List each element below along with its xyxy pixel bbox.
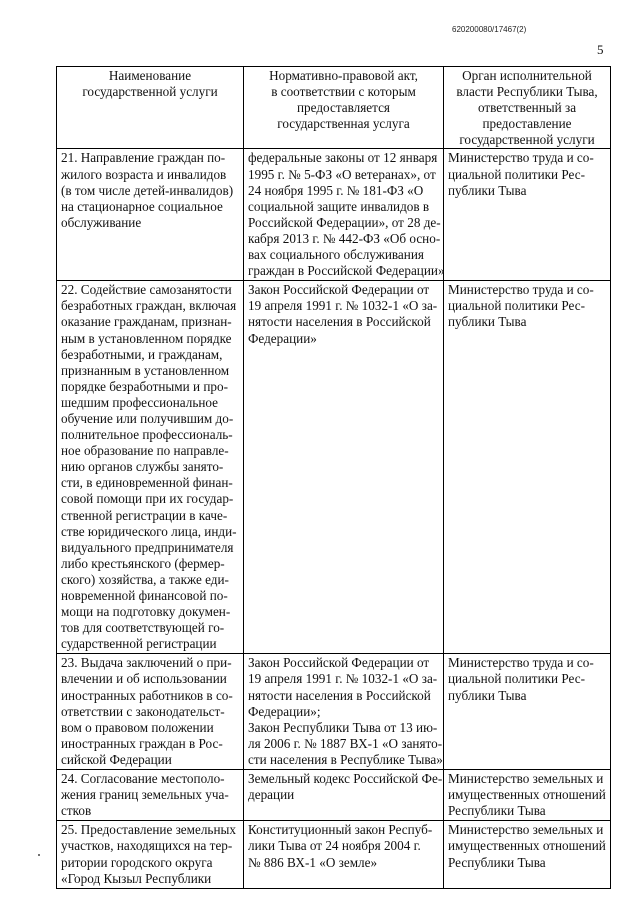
- text-line: циальной политики Рес-: [448, 671, 585, 687]
- text-line: 24. Согласование местополо-: [61, 771, 225, 787]
- text-line: влечении и об использовании: [61, 671, 227, 687]
- text-line: мощи на подготовку докумен-: [61, 604, 231, 620]
- text-line: тов для соответствующей го-: [61, 620, 225, 636]
- text-line: Российской Федерации», от 28 де-: [248, 214, 441, 230]
- text-line: Конституционный закон Респуб-: [248, 822, 433, 838]
- text-line: нятости населения в Российской: [248, 687, 431, 703]
- text-line: ственной регистрации в каче-: [61, 507, 228, 523]
- text-line: циальной политики Рес-: [448, 166, 585, 182]
- text-line: ответственный за: [477, 100, 577, 116]
- text-line: Закон Республики Тыва от 13 ию-: [248, 719, 438, 735]
- text-line: государственной услуги: [459, 132, 595, 148]
- text-line: в соответствии с которым: [271, 84, 416, 100]
- service-cell: [57, 821, 244, 888]
- legal-act-cell: [244, 770, 444, 821]
- text-line: жилого возраста и инвалидов: [61, 166, 227, 182]
- service-cell: [57, 770, 244, 821]
- text-line: Министерство труда и со-: [448, 655, 594, 671]
- text-line: нию органов службы занято-: [61, 459, 224, 475]
- text-line: признанным в установленном: [61, 362, 230, 378]
- text-line: видуального предпринимателя: [61, 539, 234, 555]
- service-cell: [57, 654, 244, 770]
- text-line: Земельный кодекс Российской Фе-: [248, 771, 443, 787]
- text-line: участков, находящихся на тер-: [61, 838, 233, 854]
- text-line: лики Тыва от 24 ноября 2004 г.: [248, 838, 421, 854]
- organ-cell: [444, 654, 611, 770]
- text-line: государственная услуга: [277, 116, 410, 132]
- text-line: ритории городского округа: [61, 854, 213, 870]
- text-line: власти Республики Тыва,: [456, 84, 598, 100]
- text-line: 1995 г. № 5-ФЗ «О ветеранах», от: [248, 166, 436, 182]
- text-line: иностранных граждан в Рос-: [61, 735, 223, 751]
- text-line: 21. Направление граждан по-: [61, 150, 226, 166]
- text-line: № 886 ВХ-1 «О земле»: [248, 854, 378, 870]
- text-line: Федерации»;: [248, 703, 321, 719]
- text-line: сийской Федерации: [61, 751, 172, 767]
- legal-act-cell: [244, 654, 444, 770]
- header-legal-act: [244, 67, 444, 149]
- text-line: обучение или получившим до-: [61, 410, 234, 426]
- text-line: публики Тыва: [448, 314, 527, 330]
- text-line: вах социального обслуживания: [248, 247, 424, 263]
- text-line: циальной политики Рес-: [448, 298, 585, 314]
- text-line: Закон Российской Федерации от: [248, 282, 430, 298]
- text-line: сударственной регистрации: [61, 636, 217, 652]
- organ-cell: [444, 281, 611, 654]
- text-line: Республики Тыва: [448, 803, 546, 819]
- text-line: Орган исполнительной: [462, 68, 592, 83]
- text-line: «Город Кызыл Республики: [61, 870, 212, 886]
- header-responsible-organ: [444, 67, 611, 149]
- text-line: публики Тыва: [448, 687, 527, 703]
- text-line: имущественных отношений: [448, 838, 606, 854]
- text-line: оказание гражданам, признан-: [61, 314, 232, 330]
- table-row: [57, 821, 611, 888]
- text-line: порядке безработными и про-: [61, 378, 228, 394]
- text-line: федеральные законы от 12 января: [248, 150, 438, 166]
- text-line: имущественных отношений: [448, 787, 606, 803]
- text-line: шедшим профессиональное: [61, 394, 219, 410]
- legal-act-cell: [244, 149, 444, 281]
- text-line: сти, в единовременной финан-: [61, 475, 233, 491]
- text-line: Министерство труда и со-: [448, 150, 594, 166]
- organ-cell: [444, 149, 611, 281]
- text-line: на стационарное социальное: [61, 198, 223, 214]
- organ-cell: [444, 821, 611, 888]
- text-line: Республики Тыва: [448, 854, 546, 870]
- text-line: новременной финансовой по-: [61, 588, 228, 603]
- text-line: обслуживание: [61, 214, 142, 230]
- text-line: Министерство труда и со-: [448, 282, 594, 298]
- text-line: социальной защите инвалидов в: [248, 198, 430, 214]
- text-line: дерации: [248, 787, 295, 803]
- text-line: либо крестьянского (фермер-: [61, 555, 225, 571]
- text-line: стков: [61, 803, 92, 819]
- text-line: публики Тыва: [448, 182, 527, 198]
- text-line: полнительное профессиональ-: [61, 427, 233, 443]
- organ-cell: [444, 770, 611, 821]
- table-row: [57, 654, 611, 770]
- table-row: [57, 281, 611, 654]
- text-line: Нормативно-правовой акт,: [269, 68, 418, 83]
- text-line: ответствии с законодательст-: [61, 703, 225, 719]
- page-number: 5: [597, 42, 604, 57]
- text-line: государственной услуги: [82, 84, 218, 100]
- document-id: 620200080/17467(2): [452, 25, 527, 34]
- service-cell: [57, 149, 244, 281]
- text-line: стве юридического лица, инди-: [61, 523, 237, 539]
- text-line: Министерство земельных и: [448, 771, 604, 787]
- text-line: безработных граждан, включая: [61, 298, 237, 314]
- text-line: ского) хозяйства, а также еди-: [61, 571, 229, 587]
- text-line: 22. Содействие самозанятости: [61, 282, 232, 298]
- table-row: [57, 149, 611, 281]
- scan-speck: [38, 854, 40, 856]
- text-line: жения границ земельных уча-: [61, 787, 229, 803]
- text-line: нятости населения в Российской: [248, 314, 431, 330]
- text-line: ным в установленном порядке: [61, 330, 232, 346]
- text-line: граждан в Российской Федерации»: [248, 263, 445, 279]
- table-header-row: [57, 67, 611, 149]
- text-line: (в том числе детей-инвалидов): [61, 182, 234, 198]
- text-line: вом о правовом положении: [61, 719, 214, 735]
- text-line: Министерство земельных и: [448, 822, 604, 838]
- text-line: 24 ноября 1995 г. № 181-ФЗ «О: [248, 182, 424, 198]
- text-line: 19 апреля 1991 г. № 1032-1 «О за-: [248, 671, 438, 687]
- legal-act-cell: [244, 281, 444, 654]
- text-line: сти населения в Республике Тыва»: [248, 751, 443, 767]
- text-line: ное образование по направле-: [61, 443, 229, 459]
- text-line: предоставление: [482, 116, 572, 132]
- text-line: совой помощи при их государ-: [61, 491, 234, 507]
- service-cell: [57, 281, 244, 654]
- text-line: иностранных работников в со-: [61, 687, 233, 703]
- services-table: [56, 66, 611, 889]
- text-line: кабря 2013 г. № 442-ФЗ «Об осно-: [248, 230, 441, 246]
- text-line: безработными, и гражданам,: [61, 346, 223, 362]
- table-row: [57, 770, 611, 821]
- text-line: Закон Российской Федерации от: [248, 655, 430, 671]
- text-line: 19 апреля 1991 г. № 1032-1 «О за-: [248, 298, 438, 314]
- text-line: 23. Выдача заключений о при-: [61, 655, 232, 671]
- text-line: Наименование: [108, 68, 192, 83]
- text-line: предоставляется: [297, 100, 390, 116]
- text-line: Федерации»: [248, 330, 317, 346]
- text-line: ля 2006 г. № 1887 ВХ-1 «О занято-: [248, 735, 443, 751]
- header-service-name: [57, 67, 244, 149]
- legal-act-cell: [244, 821, 444, 888]
- text-line: 25. Предоставление земельных: [61, 822, 236, 838]
